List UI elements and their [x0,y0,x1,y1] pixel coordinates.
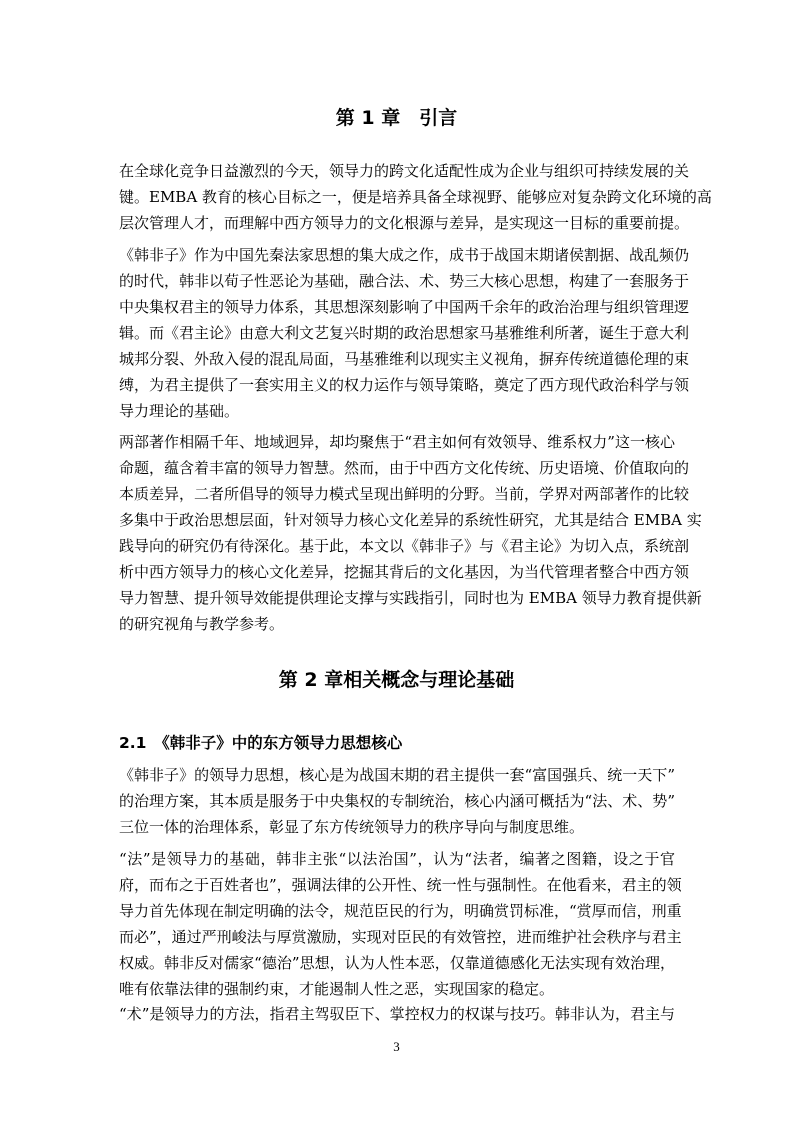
text-line: 导力理论的基础。 [119,402,240,420]
text-line: 缚，为君主提供了一套实用主义的权力运作与领导策略，奠定了西方现代政治科学与领 [119,376,690,394]
text-line: 层次管理人才，而理解中西方领导力的文化根源与差异，是实现这一目标的重要前提。 [119,214,690,232]
section-2-1-paragraph-2 [119,846,682,1002]
text-line: 析中西方领导力的核心文化差异，挖掘其背后的文化基因，为当代管理者整合中西方领 [119,563,690,581]
text-line: 践导向的研究仍有待深化。基于此，本文以《韩非子》与《君主论》为切入点，系统剖 [119,537,690,555]
chapter-1-paragraph-1 [119,158,712,236]
text-line: 导力智慧、提升领导效能提供理论支撑与实践指引，同时也为 EMBA 领导力教育提供新 [119,589,702,607]
text-line: 权威。韩非反对儒家“德治”思想，认为人性本恶，仅靠道德感化无法实现有效治理， [119,954,675,972]
text-line: “法”是领导力的基础，韩非主张“以法治国”，认为“法者，编著之图籍，设之于官 [119,850,675,868]
chapter-1-title: 第 1 章 引言 [335,107,458,129]
text-line: 辑。而《君主论》由意大利文艺复兴时期的政治思想家马基雅维利所著，诞生于意大利 [119,324,690,342]
text-line: 在全球化竞争日益激烈的今天，领导力的跨文化适配性成为企业与组织可持续发展的关 [119,162,690,180]
chapter-2-title: 第 2 章相关概念与理论基础 [278,669,515,691]
text-line: 《韩非子》的领导力思想，核心是为战国末期的君主提供一套“富国强兵、统一天下” [119,766,675,784]
text-line: 城邦分裂、外敌入侵的混乱局面，马基雅维利以现实主义视角，摒弃传统道德伦理的束 [119,350,690,368]
text-line: 命题，蕴含着丰富的领导力智慧。然而，由于中西方文化传统、历史语境、价值取向的 [119,459,690,477]
text-line: 而必”，通过严刑峻法与厚赏激励，实现对臣民的有效管控，进而维护社会秩序与君主 [119,928,682,946]
text-line: 键。EMBA 教育的核心目标之一，便是培养具备全球视野、能够应对复杂跨文化环境的高 [119,188,712,206]
text-line: 《韩非子》作为中国先秦法家思想的集大成之作，成书于战国末期诸侯割据、战乱频仍 [119,246,690,264]
text-line: 本质差异，二者所倡导的领导力模式呈现出鲜明的分野。当前，学界对两部著作的比较 [119,485,690,503]
text-line: 中央集权君主的领导力体系，其思想深刻影响了中国两千余年的政治治理与组织管理逻 [119,298,690,316]
text-line: 的研究视角与教学参考。 [119,615,285,633]
text-line: 唯有依靠法律的强制约束，才能遏制人性之恶，实现国家的稳定。 [119,980,555,998]
section-2-1-title: 2.1 《韩非子》中的东方领导力思想核心 [119,734,403,752]
text-line: 三位一体的治理体系，彰显了东方传统领导力的秩序导向与制度思维。 [119,818,585,836]
text-line: 的治理方案，其本质是服务于中央集权的专制统治，核心内涵可概括为“法、术、势” [119,792,675,810]
text-line: 导力首先体现在制定明确的法令，规范臣民的行为，明确赏罚标准，“赏厚而信，刑重 [119,902,682,920]
text-line: “术”是领导力的方法，指君主驾驭臣下、掌控权力的权谋与技巧。韩非认为，君主与 [119,1005,675,1023]
text-line: 府，而布之于百姓者也”，强调法律的公开性、统一性与强制性。在他看来，君主的领 [119,876,682,894]
section-2-1-paragraph-1 [119,762,675,840]
section-2-1-paragraph-3 [119,1001,675,1027]
text-line: 两部著作相隔千年、地域迥异，却均聚焦于“君主如何有效领导、维系权力”这一核心 [119,433,675,451]
chapter-1-paragraph-2 [119,242,690,424]
chapter-1-paragraph-3 [119,429,702,637]
text-line: 的时代，韩非以荀子性恶论为基础，融合法、术、势三大核心思想，构建了一套服务于 [119,272,690,290]
page-number: 3 [393,1039,400,1054]
text-line: 多集中于政治思想层面，针对领导力核心文化差异的系统性研究，尤其是结合 EMBA 实 [119,511,702,529]
